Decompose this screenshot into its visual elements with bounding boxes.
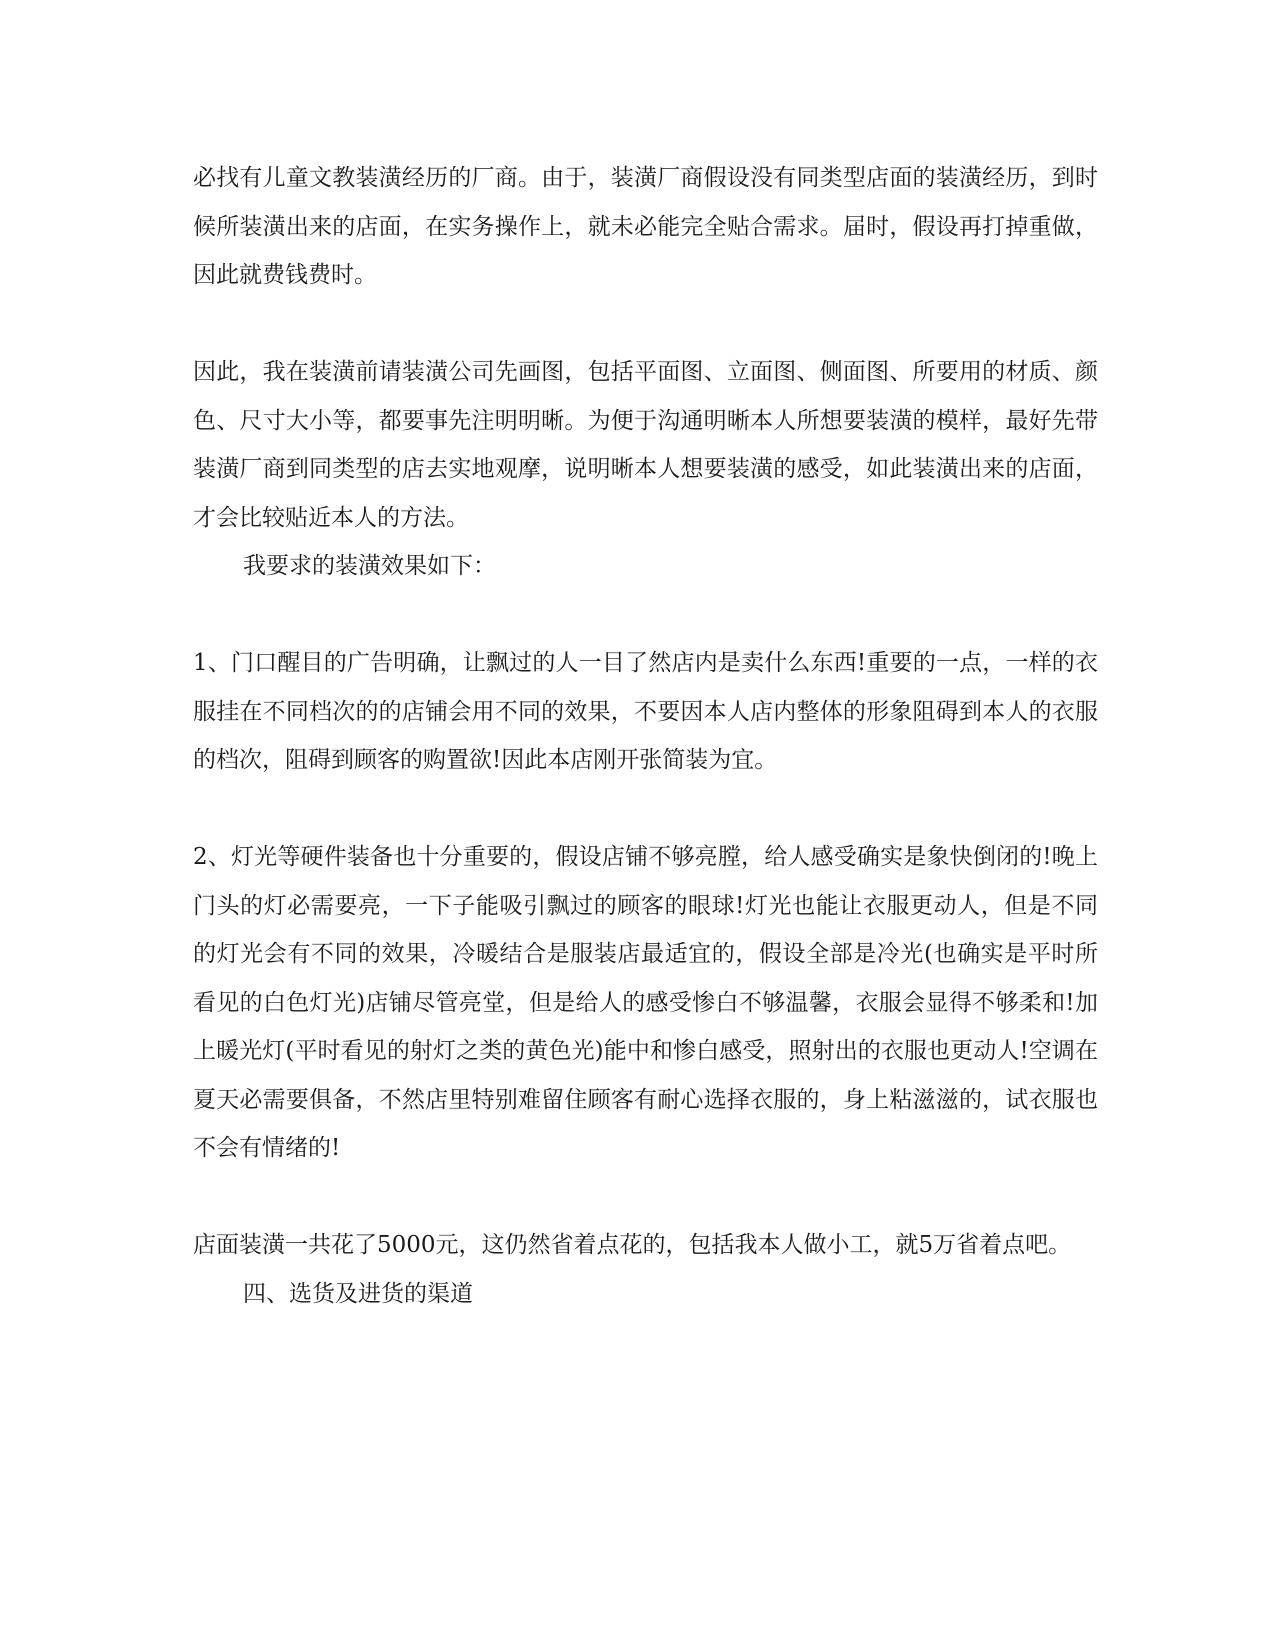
paragraph-effect-intro: 我要求的装潢效果如下：	[243, 553, 496, 579]
paragraph-gap	[193, 1173, 1098, 1222]
paragraph-gap	[193, 591, 1098, 640]
paragraph-item-1-signage: 1、门口醒目的广告明确，让飘过的人一目了然店内是卖什么东西!重要的一点，一样的衣服挂在不同档次的的店铺会用不同的效果，不要因本人店内整体的形象阻碍到本人的衣服的档次，阻碍到顾客的购置欲!因此本店刚开张简装为宜。	[193, 650, 1098, 773]
paragraph-design-drawings: 因此，我在装潢前请装潢公司先画图，包括平面图、立面图、侧面图、所要用的材质、颜色、尺寸大小等，都要事先注明明晰。为便于沟通明晰本人所想要装潢的模样，最好先带装潢厂商到同类型的店去实地观摩，说明晰本人想要装潢的感受，如此装潢出来的店面，才会比较贴近本人的方法。	[193, 359, 1098, 531]
paragraph-gap	[193, 300, 1098, 349]
section-heading-purchasing-channels: 四、选货及进货的渠道	[243, 1280, 473, 1307]
paragraph-item-2-lighting: 2、灯光等硬件装备也十分重要的，假设店铺不够亮膛，给人感受确实是象快倒闭的!晚上门头的灯必需要亮，一下子能吸引飘过的顾客的眼球!灯光也能让衣服更动人，但是不同的灯光会有不同的效果，冷暖结合是服装店最适宜的，假设全部是冷光(也确实是平时所看见的白色灯光)店铺尽管亮堂，但是给人的感受惨白不够温馨，衣服会显得不够柔和!加上暖光灯(平时看见的射灯之类的黄色光)能中和惨白感受，照射出的衣服也更动人!空调在夏天必需要俱备，不然店里特别难留住顾客有耐心选择衣服的，身上粘滋滋的，试衣服也不会有情绪的!	[193, 844, 1098, 1161]
paragraph-decoration-vendor: 必找有儿童文教装潢经历的厂商。由于，装潢厂商假设没有同类型店面的装潢经历，到时候所装潢出来的店面，在实务操作上，就未必能完全贴合需求。届时，假设再打掉重做，因此就费钱费时。	[193, 165, 1098, 288]
paragraph-gap	[193, 785, 1098, 834]
paragraph-decoration-cost: 店面装潢一共花了5000元，这仍然省着点花的，包括我本人做小工，就5万省着点吧。	[193, 1232, 1072, 1258]
document-body	[193, 154, 1098, 1318]
